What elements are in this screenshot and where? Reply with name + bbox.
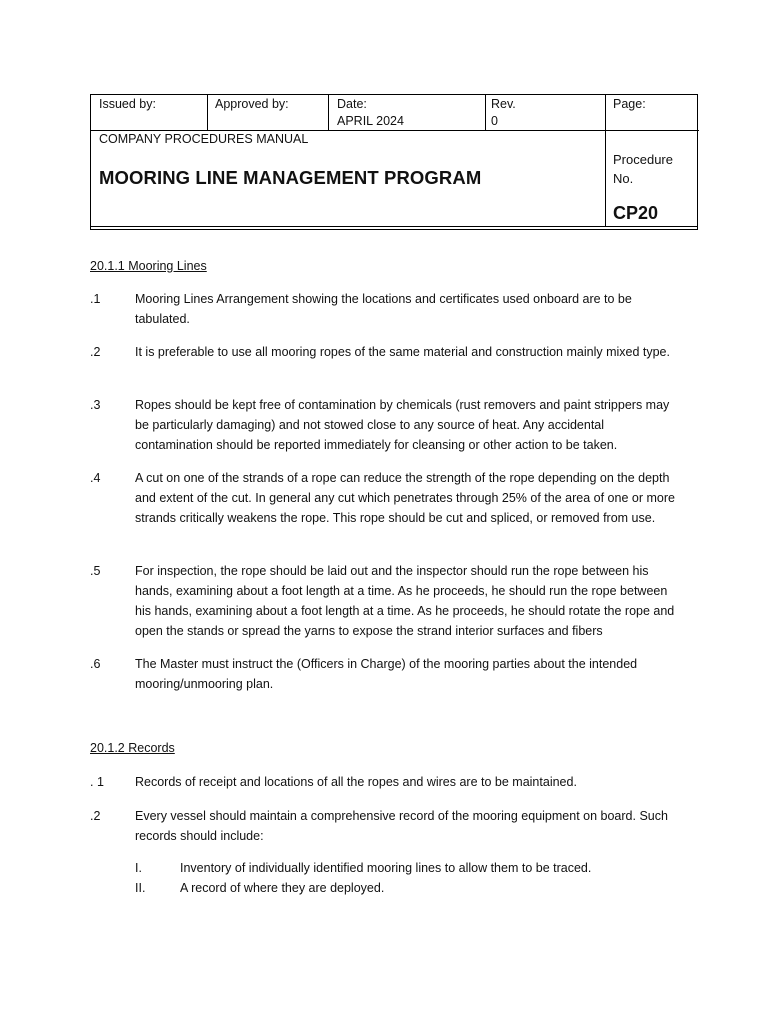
- item-text: It is preferable to use all mooring ropes of the same material and construction mainly mixed type.: [135, 345, 670, 359]
- divider: [485, 95, 486, 131]
- rev-label: Rev.: [491, 97, 516, 111]
- item-number: .5: [90, 564, 101, 578]
- program-title: MOORING LINE MANAGEMENT PROGRAM: [99, 167, 482, 188]
- item-number: .1: [90, 292, 101, 306]
- item-number: . 1: [90, 775, 104, 789]
- item-text: Every vessel should maintain a comprehensive record of the mooring equipment on board. Such records should include:: [135, 809, 668, 843]
- procedure-header-table: [90, 94, 698, 230]
- item-number: .2: [90, 345, 101, 359]
- item-text: Ropes should be kept free of contamination by chemicals (rust removers and paint strippers may be particularly damaging) and not stowed close to any source of heat. Any accidental contamination should be reported immediately for cleansing or other action to be taken.: [135, 398, 670, 452]
- approved-by-label: Approved by:: [215, 97, 289, 111]
- divider: [91, 130, 605, 131]
- item-text: Mooring Lines Arrangement showing the locations and certificates used onboard are to be tabulated.: [135, 292, 632, 326]
- divider: [91, 226, 697, 227]
- item-number: .3: [90, 398, 101, 412]
- item-text: A record of where they are deployed.: [180, 881, 385, 895]
- item-text: For inspection, the rope should be laid out and the inspector should run the rope between his hands, examining about a foot length at a time. As he proceeds, he should run the rope between his hands, examining about a foot length at a time. As he proceeds, he should rotate the rope and open the stands or spread the yarns to expose the strand interior surfaces and fibers: [135, 564, 675, 638]
- page-label: Page:: [613, 97, 646, 111]
- item-number: I.: [135, 861, 142, 875]
- item-text: Inventory of individually identified mooring lines to allow them to be traced.: [180, 861, 592, 875]
- item-number: II.: [135, 881, 146, 895]
- item-number: .4: [90, 471, 101, 485]
- procedure-no-label: Procedure No.: [613, 152, 673, 186]
- issued-by-label: Issued by:: [99, 97, 156, 111]
- divider: [328, 95, 329, 131]
- section-heading-records: 20.1.2 Records: [90, 741, 175, 755]
- divider: [605, 95, 606, 227]
- rev-value: 0: [491, 114, 498, 128]
- item-number: .6: [90, 657, 101, 671]
- manual-title: COMPANY PROCEDURES MANUAL: [99, 132, 309, 146]
- divider: [605, 130, 699, 131]
- item-text: Records of receipt and locations of all the ropes and wires are to be maintained.: [135, 775, 577, 789]
- divider: [207, 95, 208, 131]
- date-value: APRIL 2024: [337, 114, 404, 128]
- item-text: A cut on one of the strands of a rope can reduce the strength of the rope depending on the depth and extent of the cut. In general any cut which penetrates through 25% of the area of one or more strands critically weakens the rope. This rope should be cut and spliced, or removed from use.: [135, 471, 675, 525]
- date-label: Date:: [337, 97, 367, 111]
- item-number: .2: [90, 809, 101, 823]
- item-text: The Master must instruct the (Officers in Charge) of the mooring parties about the intended mooring/unmooring plan.: [135, 657, 638, 691]
- section-heading-mooring-lines: 20.1.1 Mooring Lines: [90, 259, 207, 273]
- procedure-number: CP20: [613, 203, 659, 223]
